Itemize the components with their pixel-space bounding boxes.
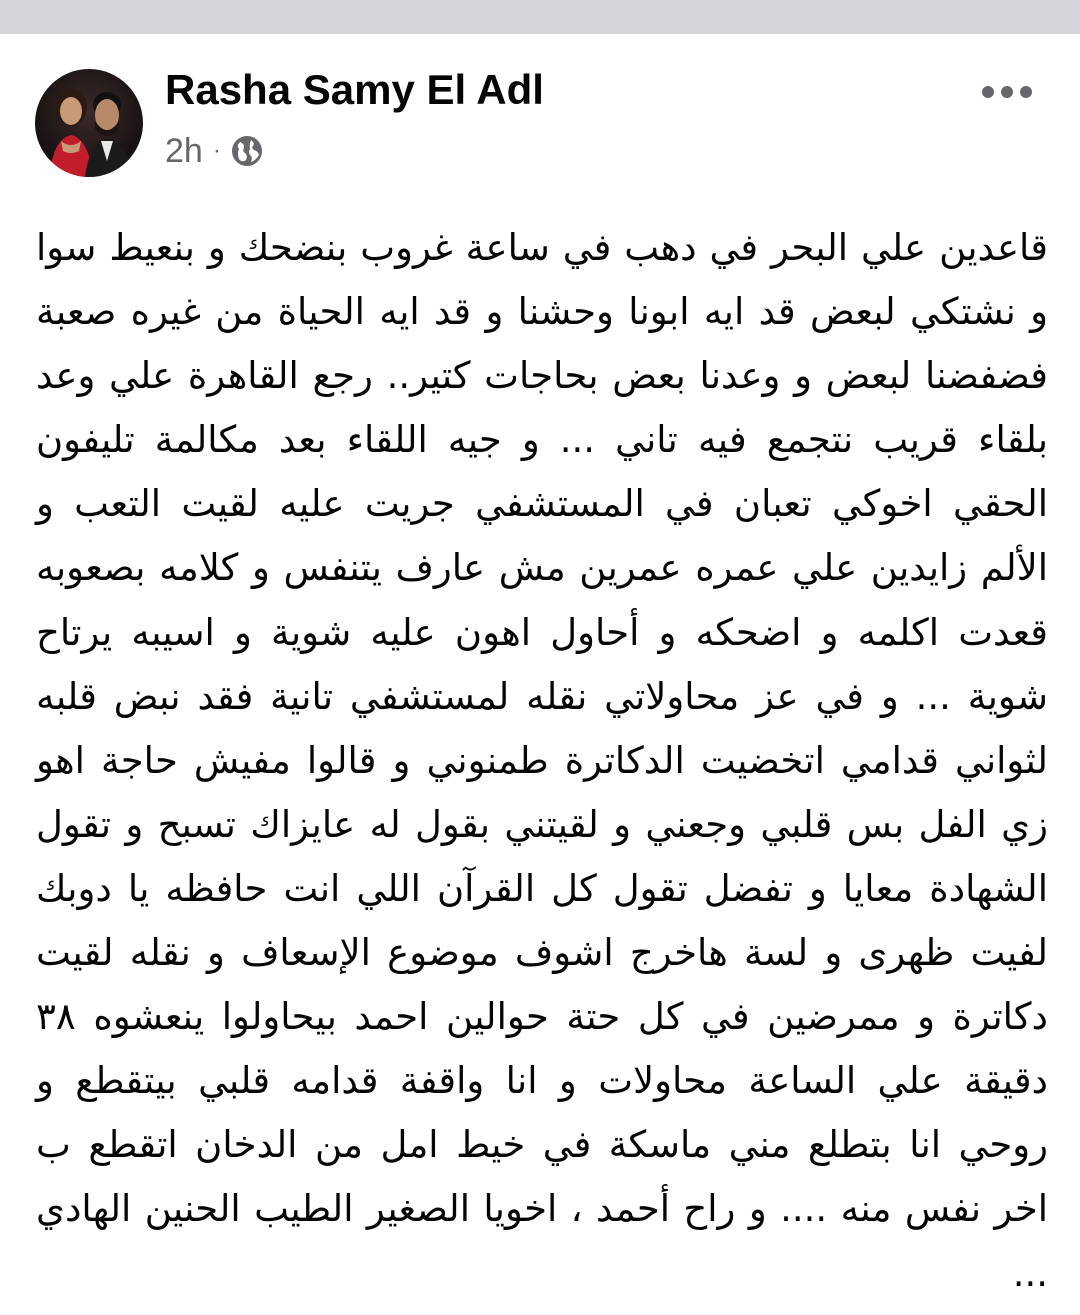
meta-separator: · <box>212 137 221 164</box>
avatar-image <box>35 69 143 177</box>
more-dot <box>982 86 994 98</box>
more-dot <box>1001 86 1013 98</box>
post-card <box>0 34 1080 1315</box>
post-meta <box>165 130 263 172</box>
author-name[interactable]: Rasha Samy El Adl <box>165 66 544 113</box>
post-time[interactable]: 2h <box>165 131 203 170</box>
avatar[interactable] <box>35 69 143 177</box>
more-options-icon[interactable] <box>982 82 1032 102</box>
top-bar <box>0 0 1080 34</box>
globe-icon[interactable] <box>231 135 263 167</box>
more-dot <box>1020 86 1032 98</box>
post-text: قاعدين علي البحر في دهب في ساعة غروب بنضحك و بنعيط سوا و نشتكي لبعض قد ايه ابونا وحشنا و قد ايه الحياة من غيره صعبة فضفضنا لبعض و وعدنا بعض بحاجات كتير.. رجع القاهرة علي وعد بلقاء قريب نتجمع فيه تاني ... و جيه اللقاء بعد مكالمة تليفون الحقي اخوكي تعبان في المستشفي جريت عليه لقيت التعب و الألم زايدين علي عمره عمرين مش عارف يتنفس و كلامه بصعوبه قعدت اكلمه و اضحكه و أحاول اهون عليه شوية و اسيبه يرتاح شوية ... و في عز محاولاتي نقله لمستشفي تانية فقد نبض قلبه لثواني قدامي اتخضيت الدكاترة طمنوني و قالوا مفيش حاجة اهو زي الفل بس قلبي وجعني و لقيتني بقول له عايزاك تسبح و تقول الشهادة معايا و تفضل تقول كل القرآن اللي انت حافظه يا دوبك لفيت ظهرى و لسة هاخرج اشوف موضوع الإسعاف و نقله لقيت دكاترة و ممرضين في كل حتة حوالين احمد بيحاولوا ينعشوه ٣٨ دقيقة علي الساعة محاولات و انا واقفة قدامه قلبي بيتقطع و روحي انا بتطلع مني ماسكة في خيط امل من الدخان اتقطع ب اخر نفس منه .... و راح أحمد ، اخويا الصغير الطيب الحنين الهادي ... <box>36 226 1048 1295</box>
